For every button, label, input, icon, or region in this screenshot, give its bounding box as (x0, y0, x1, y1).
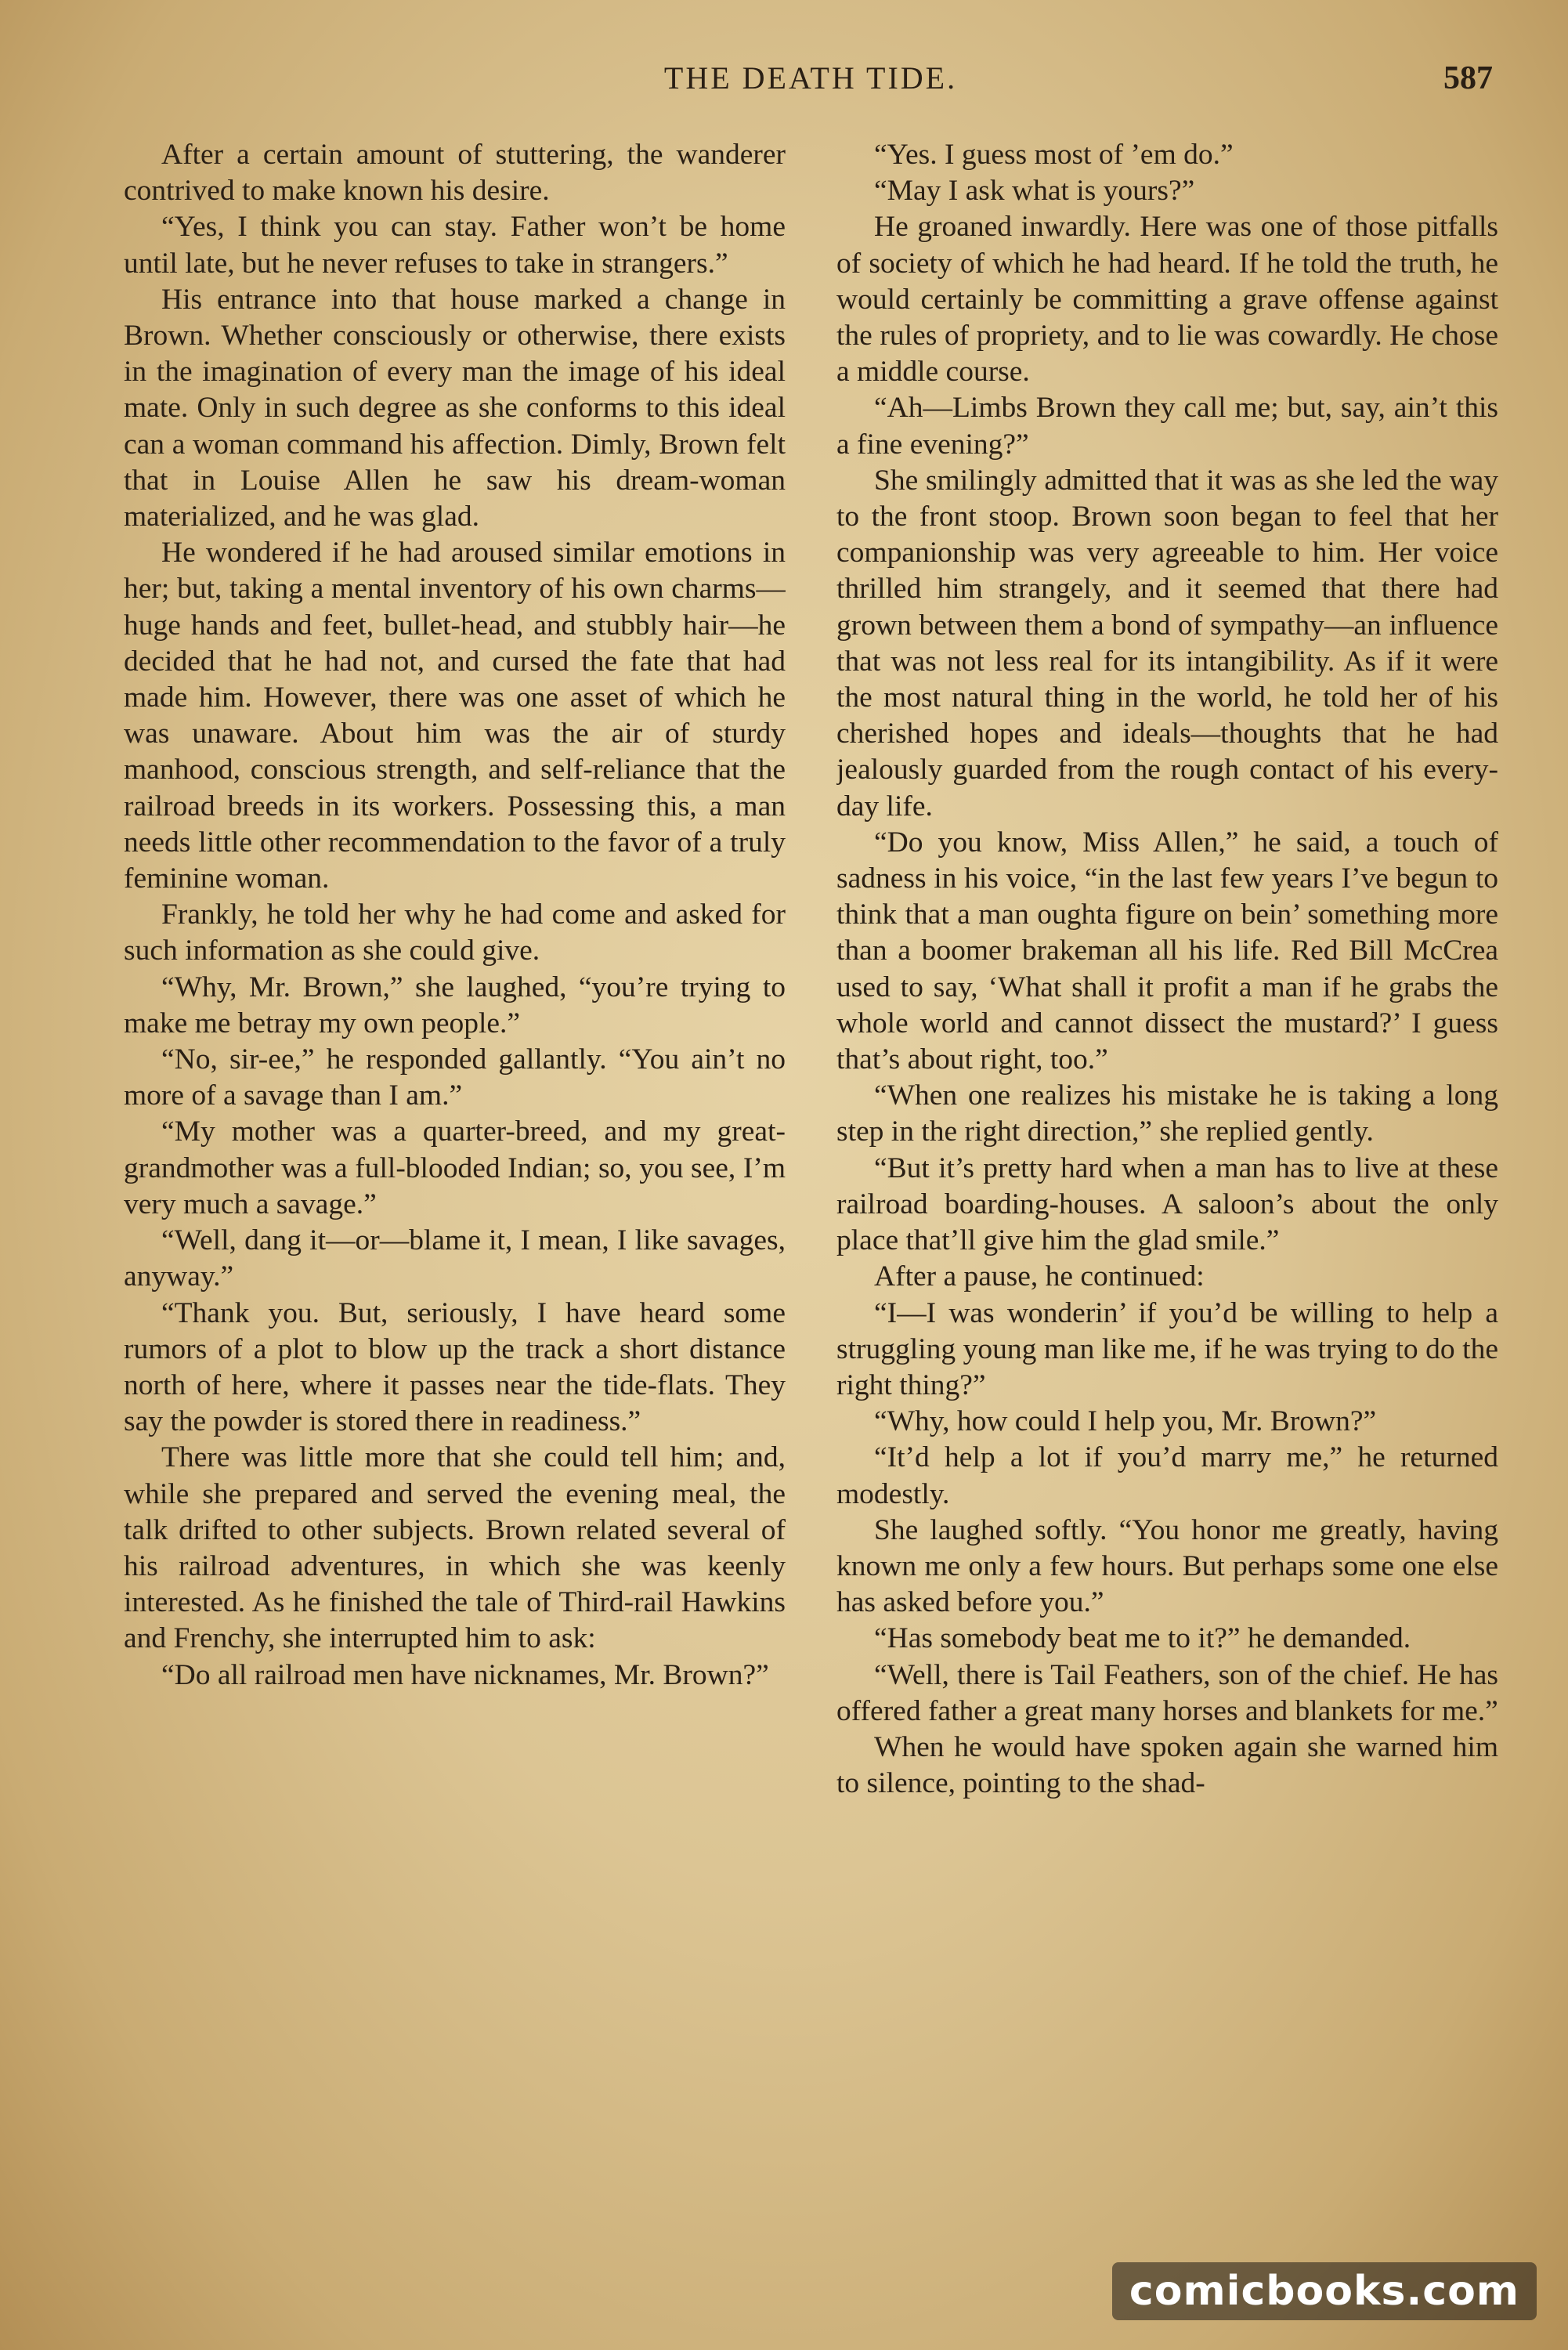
paragraph: Frankly, he told her why he had come and asked for such information as she could give. (124, 898, 786, 967)
paragraph: She smilingly admitted that it was as she led the way to the front stoop. Brown soon began to feel that her companionship was very agreeable to him. Her voice thrilled him strangely, and it seemed that there had grown between them a bond of sympathy—an influence that was not less real for its intangibility. As if it were the most natural thing in the world, he told her of his cherished hopes and ideals—thoughts that he had jealously guarded from the rough contact of his every-day life. (836, 464, 1498, 822)
paragraph: “Has somebody beat me to it?” he demanded. (874, 1622, 1411, 1655)
left-text-column (124, 137, 786, 2213)
paragraph: “Yes, I think you can stay. Father won’t be home until late, but he never refuses to take in strangers.” (124, 211, 786, 280)
paragraph: “Well, there is Tail Feathers, son of the chief. He has offered father a great many horses and blankets for me.” (836, 1658, 1498, 1727)
paragraph: “Ah—Limbs Brown they call me; but, say, ain’t this a fine evening?” (836, 392, 1498, 461)
paragraph: After a pause, he continued: (874, 1260, 1205, 1293)
paragraph: “Well, dang it—or—blame it, I mean, I like savages, anyway.” (124, 1224, 786, 1293)
paragraph: He groaned inwardly. Here was one of those pitfalls of society of which he had heard. If he told the truth, he would certainly be committing a grave offense against the rules of propriety, and to lie was cowardly. He chose a middle course. (836, 211, 1498, 389)
site-watermark: comicbooks.com (1112, 2262, 1537, 2320)
running-title: THE DEATH TIDE. (663, 60, 958, 96)
paragraph: “Thank you. But, seriously, I have heard some rumors of a plot to blow up the track a short distance north of here, where it passes near the tide-flats. They say the powder is stored there in readiness.” (124, 1296, 786, 1438)
paragraph: “But it’s pretty hard when a man has to live at these railroad boarding-houses. A saloon’s about the only place that’ll give him the glad smile.” (836, 1152, 1498, 1257)
paragraph: “No, sir-ee,” he responded gallantly. “You ain’t no more of a savage than I am.” (124, 1043, 786, 1112)
paragraph: He wondered if he had aroused similar emotions in her; but, taking a mental inventory of his own charms—huge hands and feet, bullet-head, and stubbly hair—he decided that he had not, and cursed the fate that had made him. However, there was one asset of which he was unaware. About him was the air of sturdy manhood, conscious strength, and self-reliance that the railroad breeds in its workers. Possessing this, a man needs little other recommendation to the favor of a truly feminine woman. (124, 537, 786, 895)
paragraph: “Yes. I guess most of ’em do.” (874, 139, 1234, 171)
paragraph: “When one realizes his mistake he is taking a long step in the right direction,” she replied gently. (836, 1079, 1498, 1148)
paragraph: “It’d help a lot if you’d marry me,” he returned modestly. (836, 1441, 1498, 1510)
paragraph: When he would have spoken again she warned him to silence, pointing to the shad- (836, 1730, 1498, 1800)
paragraph: “My mother was a quarter-breed, and my great-grandmother was a full-blooded Indian; so, you see, I’m very much a savage.” (124, 1115, 786, 1220)
paragraph: “Do all railroad men have nicknames, Mr. Brown?” (161, 1658, 769, 1691)
paragraph: His entrance into that house marked a change in Brown. Whether consciously or otherwise, there exists in the imagination of every man the image of his ideal mate. Only in such degree as she conforms to this ideal can a woman command his affection. Dimly, Brown felt that in Louise Allen he saw his dream-woman materialized, and he was glad. (124, 283, 786, 533)
right-text-column (836, 137, 1498, 2213)
paragraph: “Why, Mr. Brown,” she laughed, “you’re trying to make me betray my own people.” (124, 971, 786, 1039)
paragraph: “May I ask what is yours?” (874, 175, 1195, 208)
paragraph: “Why, how could I help you, Mr. Brown?” (874, 1405, 1377, 1438)
paragraph: “I—I was wonderin’ if you’d be willing to help a struggling young man like me, if he was trying to do the right thing?” (836, 1296, 1498, 1401)
paragraph: She laughed softly. “You honor me greatly, having known me only a few hours. But perhaps some one else has asked before you.” (836, 1513, 1498, 1619)
paragraph: “Do you know, Miss Allen,” he said, a touch of sadness in his voice, “in the last few years I’ve begun to think that a man oughta figure on bein’ something more than a boomer brakeman all his life. Red Bill McCrea used to say, ‘What shall it profit a man if he grabs the whole world and cannot dissect the mustard?’ I guess that’s about right, too.” (836, 826, 1498, 1076)
page-header (117, 55, 1504, 110)
paragraph: After a certain amount of stuttering, the wanderer contrived to make known his desire. (124, 139, 786, 208)
paragraph: There was little more that she could tell him; and, while she prepared and served the evening meal, the talk drifted to other subjects. Brown related several of his railroad adventures, in which she was keenly interested. As he finished the tale of Third-rail Hawkins and Frenchy, she interrupted him to ask: (124, 1441, 786, 1655)
page-number: 587 (1443, 60, 1493, 96)
